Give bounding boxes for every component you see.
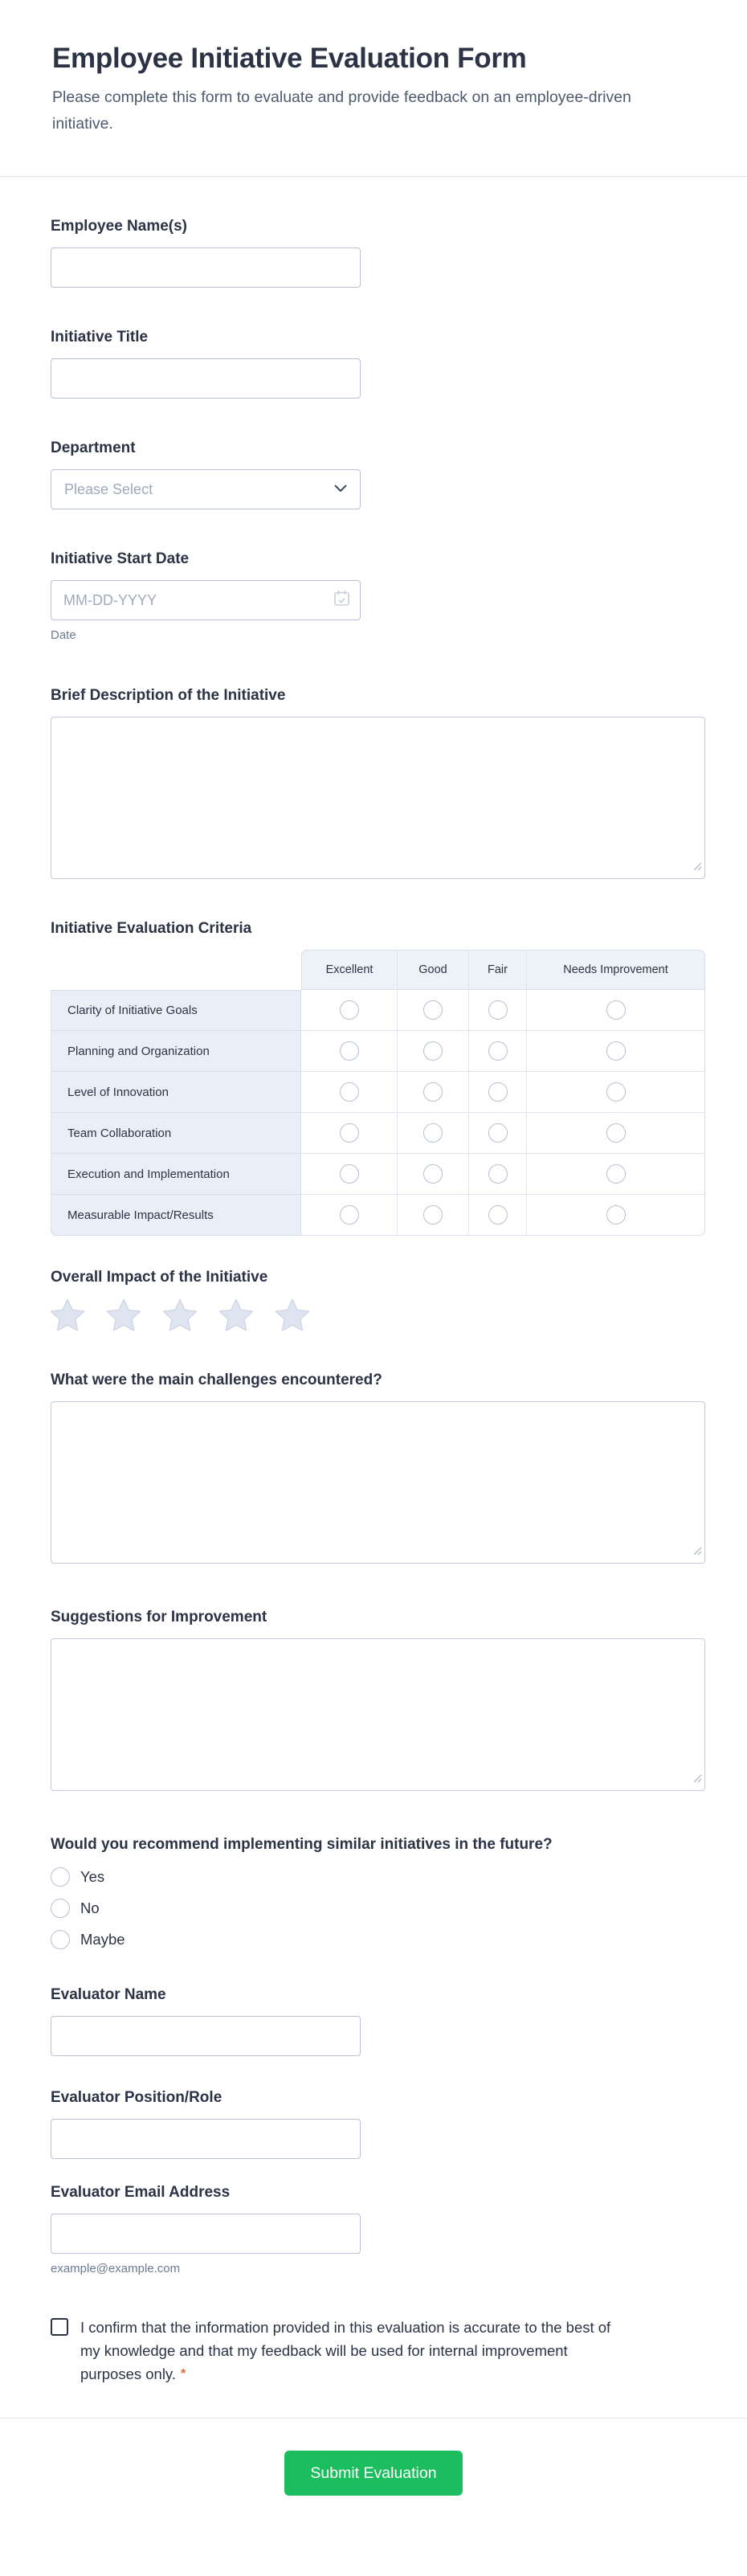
criteria-cell: [398, 1113, 469, 1154]
employee-name-input[interactable]: [51, 247, 361, 288]
criteria-row-label: Execution and Implementation: [51, 1154, 301, 1195]
overall-impact-label: Overall Impact of the Initiative: [51, 1269, 268, 1286]
criteria-radio[interactable]: [606, 1082, 626, 1102]
department-label: Department: [51, 440, 136, 456]
criteria-radio[interactable]: [340, 1000, 359, 1020]
criteria-col-good: Good: [398, 950, 469, 990]
radio-option-label: Yes: [80, 1868, 105, 1885]
challenges-textarea[interactable]: [51, 1401, 705, 1564]
field-start-date: [51, 550, 705, 642]
start-date-label: Initiative Start Date: [51, 550, 190, 567]
star-icon[interactable]: [276, 1298, 309, 1335]
evaluator-position-label: Evaluator Position/Role: [51, 2089, 222, 2106]
criteria-cell: [527, 1154, 705, 1195]
criteria-radio[interactable]: [423, 1000, 443, 1020]
criteria-cell: [527, 1031, 705, 1072]
challenges-label: What were the main challenges encountered?: [51, 1372, 382, 1388]
criteria-radio[interactable]: [488, 1000, 508, 1020]
submit-button[interactable]: Submit Evaluation: [284, 2451, 463, 2496]
radio-option-label: Maybe: [80, 1931, 125, 1948]
start-date-sublabel: Date: [51, 628, 76, 642]
field-criteria-table: [51, 919, 705, 1236]
field-suggestions: [51, 1608, 705, 1791]
footer-divider: [0, 2418, 747, 2419]
criteria-cell: [469, 1031, 527, 1072]
evaluator-email-label: Evaluator Email Address: [51, 2184, 231, 2201]
star-rating: [51, 1298, 705, 1335]
required-asterisk: *: [180, 2367, 186, 2381]
criteria-radio[interactable]: [488, 1082, 508, 1102]
radio-option-no[interactable]: [51, 1899, 705, 1918]
criteria-radio[interactable]: [423, 1164, 443, 1184]
resize-handle-icon[interactable]: [693, 861, 702, 875]
start-date-input[interactable]: [51, 580, 361, 620]
criteria-radio[interactable]: [423, 1205, 443, 1225]
employee-name-label: Employee Name(s): [51, 218, 188, 235]
evaluator-name-label: Evaluator Name: [51, 1986, 166, 2003]
criteria-radio[interactable]: [488, 1041, 508, 1061]
suggestions-textarea[interactable]: [51, 1638, 705, 1791]
description-label: Brief Description of the Initiative: [51, 687, 286, 704]
field-department: [51, 439, 705, 509]
initiative-title-label: Initiative Title: [51, 329, 149, 346]
criteria-row-label: Measurable Impact/Results: [51, 1195, 301, 1236]
field-employee-name: [51, 217, 705, 288]
criteria-cell: [469, 990, 527, 1031]
resize-handle-icon[interactable]: [693, 1773, 702, 1787]
criteria-radio[interactable]: [606, 1000, 626, 1020]
criteria-radio[interactable]: [340, 1123, 359, 1143]
radio-icon[interactable]: [51, 1867, 70, 1887]
form-body: [0, 217, 747, 2386]
initiative-title-input[interactable]: [51, 358, 361, 399]
star-icon[interactable]: [219, 1298, 253, 1335]
criteria-cell: [301, 1154, 398, 1195]
recommend-label: Would you recommend implementing similar initiatives in the future?: [51, 1836, 553, 1853]
confirmation-text-body: I confirm that the information provided in this evaluation is accurate to the best of my knowledge and that my feedback will be used for internal improvement purposes only.: [80, 2319, 611, 2382]
calendar-icon[interactable]: [333, 590, 350, 611]
criteria-row-label: Clarity of Initiative Goals: [51, 990, 301, 1031]
page-title: Employee Initiative Evaluation Form: [52, 43, 527, 74]
criteria-cell: [469, 1113, 527, 1154]
criteria-radio[interactable]: [488, 1164, 508, 1184]
field-description: [51, 686, 705, 879]
criteria-cell: [398, 990, 469, 1031]
criteria-label: Initiative Evaluation Criteria: [51, 920, 252, 937]
criteria-cell: [527, 1195, 705, 1236]
criteria-cell: [398, 1195, 469, 1236]
header-divider: [0, 176, 747, 177]
criteria-cell: [469, 1072, 527, 1113]
star-icon[interactable]: [107, 1298, 141, 1335]
criteria-cell: [398, 1154, 469, 1195]
criteria-col-excellent: Excellent: [301, 950, 398, 990]
criteria-col-fair: Fair: [469, 950, 527, 990]
criteria-radio[interactable]: [606, 1205, 626, 1225]
criteria-radio[interactable]: [340, 1164, 359, 1184]
radio-icon[interactable]: [51, 1930, 70, 1949]
checkbox-icon[interactable]: [51, 2318, 68, 2336]
department-select[interactable]: [51, 469, 361, 509]
criteria-radio[interactable]: [606, 1041, 626, 1061]
field-evaluator-position: [51, 2088, 705, 2159]
evaluator-email-sublabel: example@example.com: [51, 2262, 181, 2275]
radio-option-label: No: [80, 1899, 100, 1916]
radio-icon[interactable]: [51, 1899, 70, 1918]
criteria-cell: [527, 1113, 705, 1154]
criteria-radio[interactable]: [488, 1205, 508, 1225]
criteria-table: [51, 950, 705, 1236]
evaluator-position-input[interactable]: [51, 2119, 361, 2159]
criteria-row-label: Planning and Organization: [51, 1031, 301, 1072]
criteria-radio[interactable]: [423, 1082, 443, 1102]
criteria-col-needs-improvement: Needs Improvement: [527, 950, 705, 990]
confirmation-text: [80, 2316, 618, 2386]
criteria-cell: [301, 1031, 398, 1072]
criteria-cell: [398, 1031, 469, 1072]
criteria-cell: [527, 990, 705, 1031]
criteria-radio[interactable]: [423, 1123, 443, 1143]
criteria-cell: [301, 1195, 398, 1236]
recommend-options: [51, 1867, 705, 1949]
field-evaluator-email: [51, 2183, 705, 2275]
radio-option-maybe[interactable]: [51, 1930, 705, 1949]
criteria-radio[interactable]: [340, 1041, 359, 1061]
field-overall-impact: [51, 1268, 705, 1335]
form-subtitle: Please complete this form to evaluate and provide feedback on an employee-driven initiative.: [52, 88, 631, 133]
criteria-radio[interactable]: [423, 1041, 443, 1061]
criteria-cell: [527, 1072, 705, 1113]
criteria-radio[interactable]: [340, 1082, 359, 1102]
evaluator-name-input[interactable]: [51, 2016, 361, 2056]
criteria-radio[interactable]: [488, 1123, 508, 1143]
department-placeholder: Please Select: [64, 480, 153, 497]
field-evaluator-name: [51, 1985, 705, 2056]
resize-handle-icon[interactable]: [693, 1545, 702, 1560]
evaluator-email-input[interactable]: [51, 2214, 361, 2254]
criteria-radio[interactable]: [606, 1164, 626, 1184]
criteria-cell: [469, 1195, 527, 1236]
field-challenges: [51, 1371, 705, 1564]
description-textarea[interactable]: [51, 717, 705, 879]
criteria-radio[interactable]: [340, 1205, 359, 1225]
submit-row: [0, 2451, 747, 2539]
criteria-cell: [301, 1072, 398, 1113]
criteria-spacer-cell: [51, 950, 301, 990]
chevron-down-icon: [334, 482, 347, 497]
criteria-cell: [301, 990, 398, 1031]
radio-option-yes[interactable]: [51, 1867, 705, 1887]
criteria-row-label: Team Collaboration: [51, 1113, 301, 1154]
star-icon[interactable]: [163, 1298, 197, 1335]
field-recommend: [51, 1835, 705, 1949]
criteria-cell: [469, 1154, 527, 1195]
criteria-cell: [301, 1113, 398, 1154]
field-initiative-title: [51, 328, 705, 399]
criteria-radio[interactable]: [606, 1123, 626, 1143]
criteria-cell: [398, 1072, 469, 1113]
criteria-row-label: Level of Innovation: [51, 1072, 301, 1113]
suggestions-label: Suggestions for Improvement: [51, 1609, 267, 1625]
form-header: [0, 0, 747, 137]
confirmation-field[interactable]: [51, 2316, 705, 2386]
star-icon[interactable]: [51, 1298, 84, 1335]
